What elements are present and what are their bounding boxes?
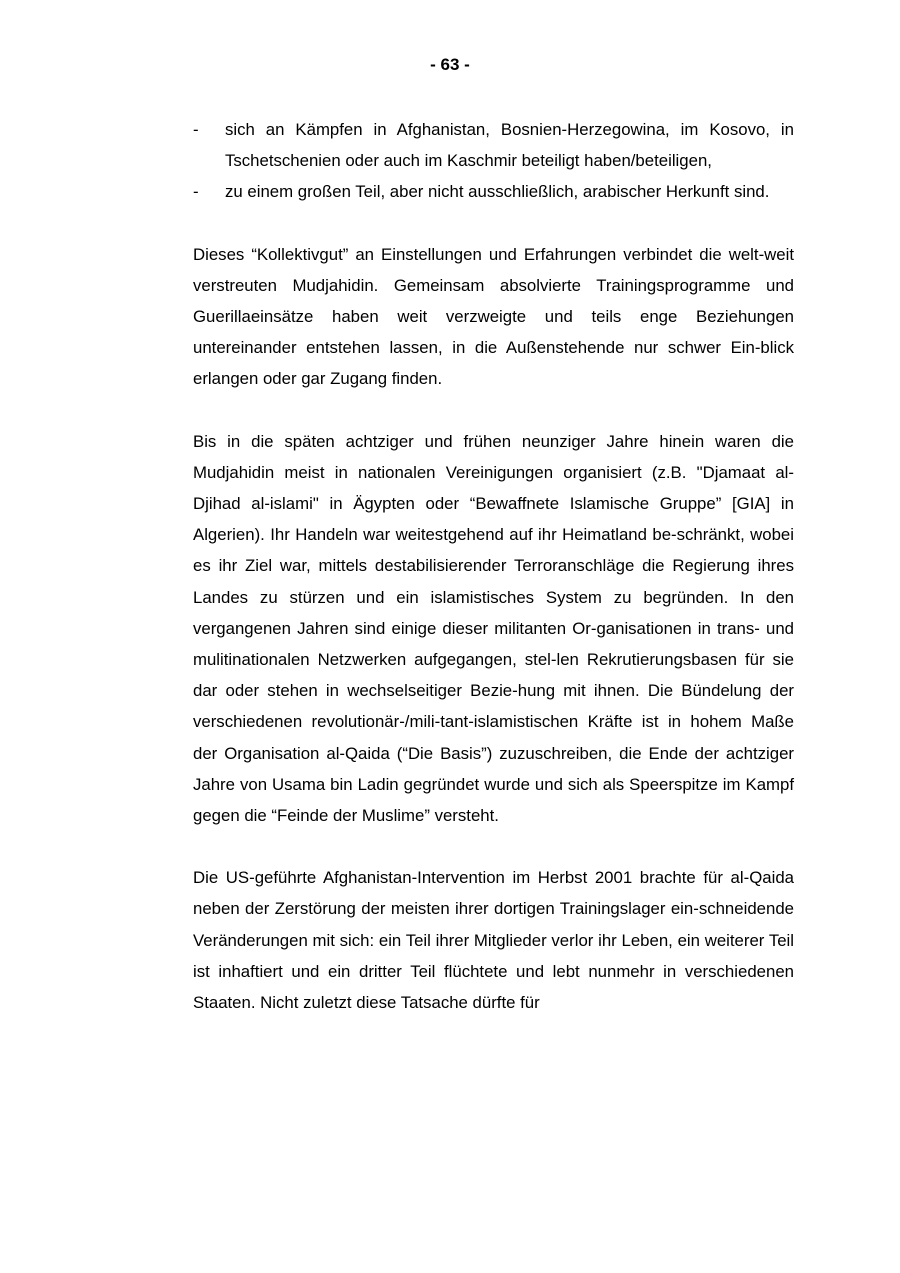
- bullet-marker: -: [193, 120, 199, 139]
- list-item: [193, 176, 794, 207]
- list-item-text: zu einem großen Teil, aber nicht ausschließlich, arabischer Herkunft sind.: [225, 182, 770, 202]
- list-item-text: sich an Kämpfen in Afghanistan, Bosnien-Herzegowina, im Kosovo, in Tschetschenien oder auch im Kaschmir beteiligt haben/beteiligen,: [225, 120, 794, 171]
- list-item: [193, 114, 794, 176]
- document-body: [193, 114, 794, 1018]
- paragraph-kollektivgut: Dieses “Kollektivgut” an Einstellungen und Erfahrungen verbindet die welt-weit verstreuten Mudjahidin. Gemeinsam absolvierte Trainingsprogramme und Guerillaeinsätze haben weit verzweigte und teils enge Beziehungen untereinander entstehen lassen, in die Außenstehende nur schwer Ein-blick erlangen oder gar Zugang finden.: [193, 244, 794, 389]
- page-number: - 63 -: [430, 55, 470, 74]
- paragraph-afghanistan-intervention: Die US-geführte Afghanistan-Intervention im Herbst 2001 brachte für al-Qaida neben der Zerstörung der meisten ihrer dortigen Trainingslager ein-schneidende Veränderungen mit sich: ein Teil ihrer Mitglieder verlor ihr Leben, ein weiterer Teil ist inhaftiert und ein dritter Teil flüchtete und lebt nunmehr in verschiedenen Staaten. Nicht zuletzt diese Tatsache dürfte für: [193, 868, 794, 1013]
- bullet-marker: -: [193, 182, 199, 202]
- bullet-list: [193, 114, 794, 208]
- paragraph-mudjahidin-history: Bis in die späten achtziger und frühen neunziger Jahre hinein waren die Mudjahidin meist in nationalen Vereinigungen organisiert (z.B. "Djamaat al-Djihad al-islami" in Ägypten oder “Bewaffnete Islamische Gruppe” [GIA] in Algerien). Ihr Handeln war weitestgehend auf ihr Heimatland be-schränkt, wobei es ihr Ziel war, mittels destabilisierender Terroranschläge die Regierung ihres Landes zu stürzen und ein islamistisches System zu begründen. In den vergangenen Jahren sind einige dieser militanten Or-ganisationen in trans- und mulitinationalen Netzwerken aufgegangen, stel-len Rekrutierungsbasen für sie dar oder stehen in wechselseitiger Bezie-hung mit ihnen. Die Bündelung der verschiedenen revolutionär-/mili-tant-islamistischen Kräfte ist in hohem Maße der Organisation al-Qaida (“Die Basis”) zuzuschreiben, die Ende der achtziger Jahre von Usama bin Ladin gegründet wurde und sich als Speerspitze im Kampf gegen die “Feinde der Muslime” versteht.: [193, 431, 794, 826]
